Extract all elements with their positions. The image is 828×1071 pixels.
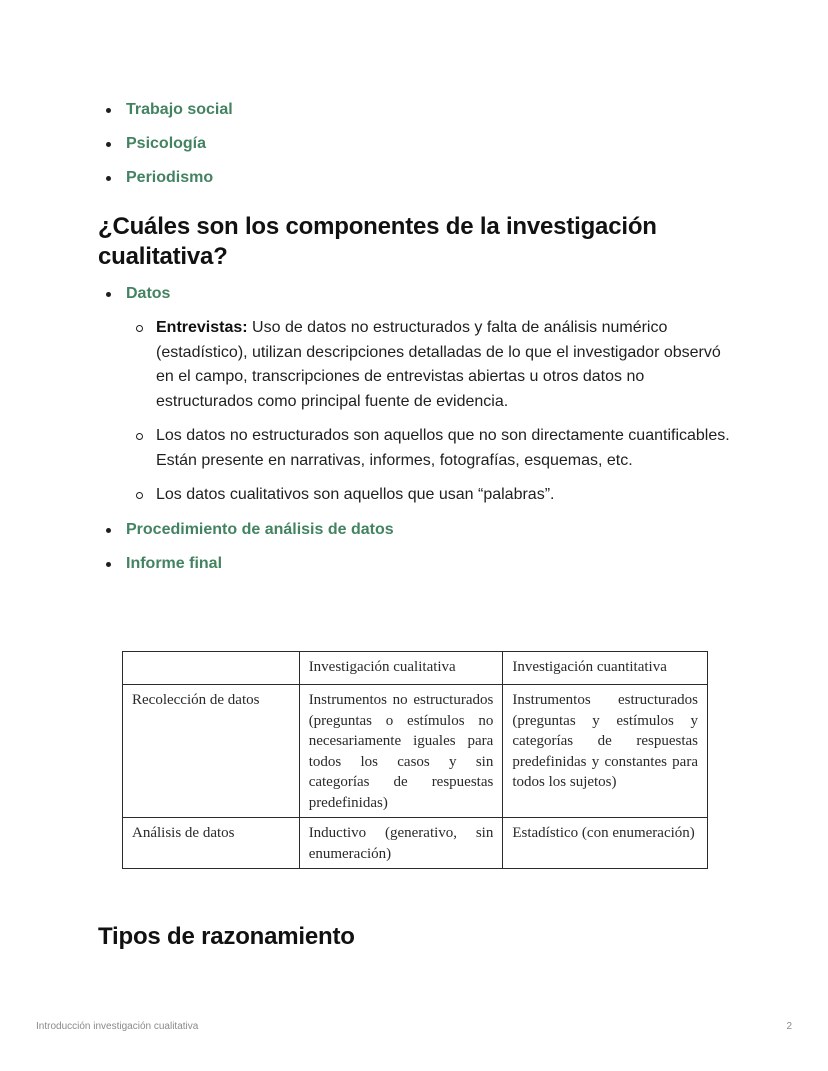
table-cell: Estadístico (con enumeración): [503, 818, 708, 869]
list-item: Trabajo social: [106, 98, 233, 132]
components-list: [106, 282, 746, 586]
table-row: [123, 818, 708, 869]
term-label: Entrevistas:: [156, 319, 248, 336]
table-header-row: [123, 652, 708, 685]
item-text: Los datos cualitativos son aquellos que usan “palabras”.: [156, 486, 555, 503]
table-header-cell: Investigación cuantitativa: [503, 652, 708, 685]
sublist-item: [136, 316, 736, 414]
sublist-item: [136, 424, 736, 473]
footer-page-number: 2: [786, 1021, 792, 1032]
list-item-datos: [106, 282, 746, 508]
sublist-item: [136, 483, 736, 508]
list-item-procedimiento: Procedimiento de análisis de datos: [106, 518, 746, 542]
table-cell: [123, 652, 300, 685]
datos-label: Datos: [126, 285, 171, 302]
table-cell: Recolección de datos: [123, 685, 300, 818]
table-cell: Análisis de datos: [123, 818, 300, 869]
list-item: Psicología: [106, 132, 233, 166]
table-header-cell: Investigación cualitativa: [299, 652, 503, 685]
item-text: Los datos no estructurados son aquellos que no son directamente cuantificables. Están presente en narrativas, informes, fotografías, esquemas, etc.: [156, 427, 730, 469]
table-cell: Instrumentos estructurados (preguntas y estímulos y categorías de respuestas predefinidas y constantes para todos los sujetos): [503, 685, 708, 818]
table-row: [123, 685, 708, 818]
section-heading-reasoning: Tipos de razonamiento: [98, 923, 355, 950]
datos-sublist: [136, 316, 746, 508]
section-heading-components: ¿Cuáles son los componentes de la investigación cualitativa?: [98, 213, 657, 270]
table-cell: Instrumentos no estructurados (preguntas o estímulos no necesariamente iguales para todos los casos y sin categorías de respuestas predefinidas): [299, 685, 503, 818]
fields-list: [106, 98, 233, 200]
comparison-table-image: [122, 651, 708, 869]
item-text: Uso de datos no estructurados y falta de análisis numérico (estadístico), utilizan descripciones detalladas de lo que el investigador observó en el campo, transcripciones de entrevistas abiertas u otros datos no estructurados como principal fuente de evidencia.: [156, 319, 721, 410]
list-item: Periodismo: [106, 166, 233, 200]
table-cell: Inductivo (generativo, sin enumeración): [299, 818, 503, 869]
list-item-informe: Informe final: [106, 552, 746, 576]
footer-document-title: Introducción investigación cualitativa: [36, 1021, 199, 1032]
